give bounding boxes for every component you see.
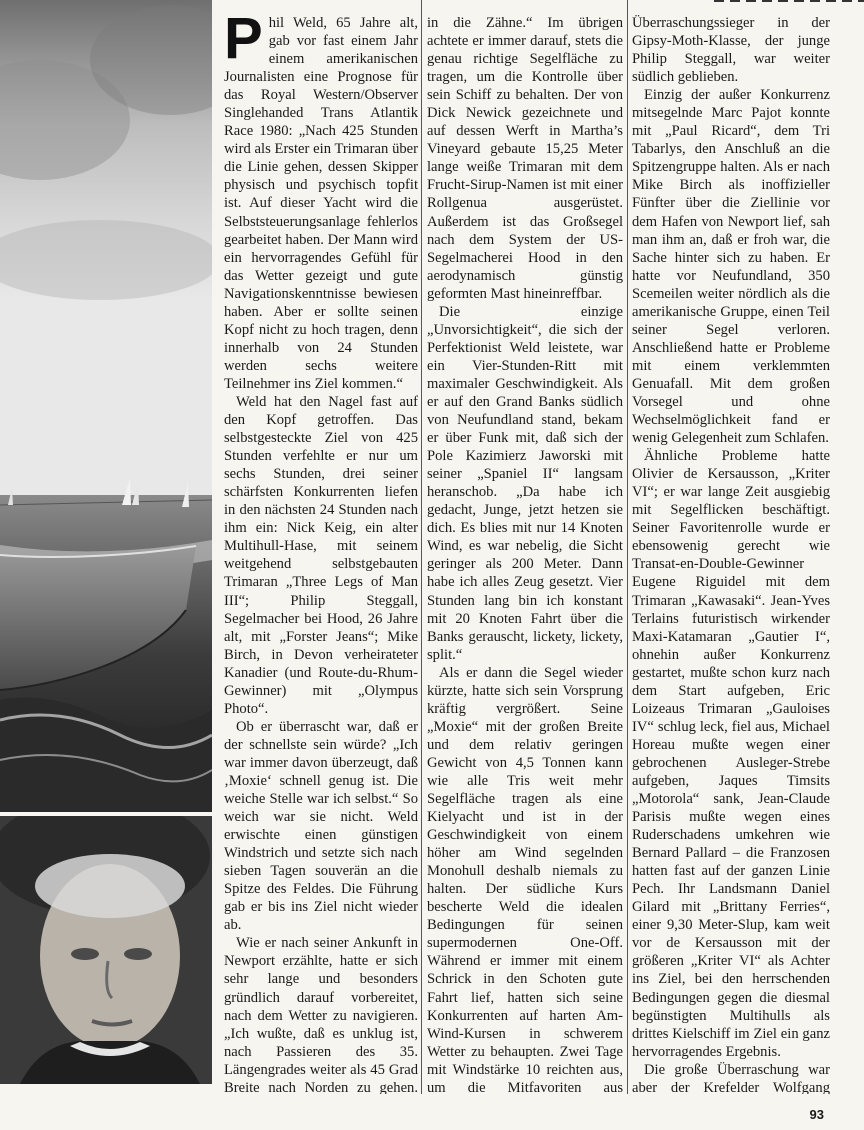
article-paragraph: Die große Überraschung war aber der Krefelder Wolfgang [632,1061,830,1094]
column-divider [627,0,628,1094]
article-paragraph: Die einzige „Unvorsichtigkeit“, die sich der Perfektionist Weld leistete, war ein Vier-Stunden-Ritt mit maximaler Geschwindigkeit. Als er auf den Grand Banks südlich von Neufundland stand, bekam er über Funk mit, daß sich der Pole Kazimierz Jaworski mit seiner „Spaniel II“ langsam heranschob. „Da habe ich gedacht, Junge, jetzt hetzen sie dich. Es blies mit nur 14 Knoten Wind, es war nebelig, die Sicht geringer als 200 Meter. Dann habe ich alles Zeug gesetzt. Vier Stunden lang bin ich konstant mit 20 Knoten Fahrt über die Banks gerauscht, lickety, lickety, split.“ [427,303,623,663]
article-paragraph-text: hil Weld, 65 Jahre alt, gab vor fast einem Jahr einem amerikanischen Journalisten eine Prognose für das Royal Western/Observer Singlehanded Trans Atlantik Race 1980: „Nach 425 Stunden wird als Erster ein Trimaran über die Linie gehen, dessen Skipper physisch und psychisch topfit ist. Auf dieser Yacht wird die Selbststeuerungsanlage fehlerlos gearbeitet haben. Der Mann wird ein hervorragendes Gefühl für das Wetter gezeigt und gute Navigationskenntnisse bewiesen haben. Aber er sollte seinen Kopf nicht zu hoch tragen, denn innerhalb von 24 Stunden werden sechs weitere Teilnehmer ins Ziel kommen.“ [224,15,418,392]
article-paragraph: in die Zähne.“ Im übrigen achtete er immer darauf, stets die genau richtige Segelfläche zu tragen, um die Kontrolle über sein Schiff zu behalten. Der von Dick Newick gezeichnete und auf dessen Werft in Martha’s Vineyard gebaute 15,25 Meter lange weiße Trimaran mit dem Frucht-Sirup-Namen ist mit einer Rollgenua ausgerüstet. Außerdem ist das Großsegel nach dem System der US-Segelmacherei Hood in den aerodynamisch günstig geformten Mast hineinreffbar. [427,15,623,302]
article-paragraph: Überraschungssieger in der Gipsy-Moth-Klasse, der junge Philip Steggall, war weiter südlich geblieben. [632,15,830,86]
dropcap-initial: P [224,14,263,71]
article-paragraph: Einzig der außer Konkurrenz mitsegelnde Marc Pajot konnte mit „Paul Ricard“, dem Tri Tabarlys, den Anschluß an die Spitzengruppe halten. Als er nach Mike Birch als inoffizieller Fünfter über die Ziellinie vor dem Hafen von Newport lief, sah man ihm an, daß er froh war, die Sache hinter sich zu haben. Er hatte vor Neufundland, 350 Scemeilen weiter nördlich als die amerikanische Gruppe, einen Teil seiner Segel verloren. Anschließend hatte er Probleme mit einem verklemmten Genuafall. Mit dem großen Vorsegel und ohne Wechselmöglichkeit fand er wenig Gelegenheit zum Schlafen. [632,87,830,447]
article-column-1 [224,14,418,1094]
portrait-photo-phil-weld [0,816,212,1084]
column-divider [421,0,422,1094]
page-number: 93 [809,1107,824,1122]
top-rule-dashes [714,0,864,2]
article-paragraph [224,14,418,393]
article-column-3 [632,14,830,1094]
article-column-2 [427,14,623,1094]
article-paragraph: Ob er überrascht war, daß er der schnellste sein würde? „Ich war immer davon überzeugt, daß ‚Moxie‘ schnell genug ist. Die weiche Stelle war ich selbst.“ So weich war sie nicht. Weld erwischte einen günstigen Windstrich und setzte sich nach sieben Tagen souverän an die Spitze des Feldes. Die Führung gab er bis ins Ziel nicht wieder ab. [224,718,418,934]
article-paragraph: Ähnliche Probleme hatte Olivier de Kersausson, „Kriter VI“; er war lange Zeit ausgiebig mit Segelflicken beschäftigt. Seiner Favoritenrolle wurde er ebensowenig gerecht wie Transat-en-Double-Gewinner Eugene Riguidel mit dem Trimaran „Kawasaki“. Jean-Yves Terlains futuristisch wirkender Maxi-Katamaran „Gautier I“, ohnehin außer Konkurrenz gestartet, mußte schon kurz nach dem Start aufgeben, Eric Loizeaus Trimaran „Gauloises IV“ schlug leck, fiel aus, Michael Horeau mußte wegen einer gebrochenen Ausleger-Strebe aufgeben, Jaques Timsits „Motorola“ sank, Jean-Claude Parisis mußte wegen eines Ruderschadens umkehren wie Bernard Pallard – die Franzosen hatten fast auf der ganzen Linie Pech. Ihr Landsmann Daniel Gilard mit „Brittany Ferries“, einer 9,30 Meter-Slup, kam weit vor de Kersausson mit der größeren „Kriter VI“ als Achter ins Ziel, bei den herrschenden Bedingungen gegen die diesmal begünstigten Multihulls als drittes Kielschiff im Ziel ein ganz hervorragendes Ergebnis. [632,448,830,1060]
sailing-photo [0,0,212,812]
article-paragraph: Wie er nach seiner Ankunft in Newport erzählte, hatte er sich sehr lange und besonders gründlich darauf vorbereitet, nach dem Wetter zu navigieren. „Ich wußte, daß es unklug ist, nach Passieren des 35. Längengrades weiter als 45 Grad Breite nach Norden zu gehen. [224,935,418,1094]
article-paragraph: Als er dann die Segel wieder kürzte, hatte sich sein Vorsprung kräftig vergrößert. Seine „Moxie“ mit der großen Breite und dem relativ geringen Gewicht von 4,5 Tonnen kann wie alle Tris weit mehr Segelfläche tragen als eine Kielyacht und ist in der Geschwindigkeit von einem höher am Wind segelnden Monohull deshalb niemals zu halten. Der südliche Kurs bescherte Weld die idealen Bedingungen für seinen supermodernen One-Off. Während er immer mit einem Schrick in den Schoten gute Fahrt lief, hatten sich seine Konkurrenten auf harten Am-Wind-Kursen in schwerem Wetter zu behaupten. Zwei Tage mit Windstärke 10 reichten aus, um die Mitfavoriten aus [427,664,623,1094]
article-paragraph: Weld hat den Nagel fast auf den Kopf getroffen. Das selbstgesteckte Ziel von 425 Stunden verfehlte er nur um sechs Stunden, drei seiner schärfsten Konkurrenten liefen in den nächsten 24 Stunden nach ihm ein: Nick Keig, ein alter Multihull-Hase, mit seinem weitgehend selbstgebauten Trimaran „Three Legs of Man III“; Philip Steggall, Segelmacher bei Hood, 26 Jahre alt, mit „Forster Jeans“; Mike Birch, in Devon verheirateter Kanadier (und Route-du-Rhum-Gewinner) mit „Olympus Photo“. [224,393,418,717]
